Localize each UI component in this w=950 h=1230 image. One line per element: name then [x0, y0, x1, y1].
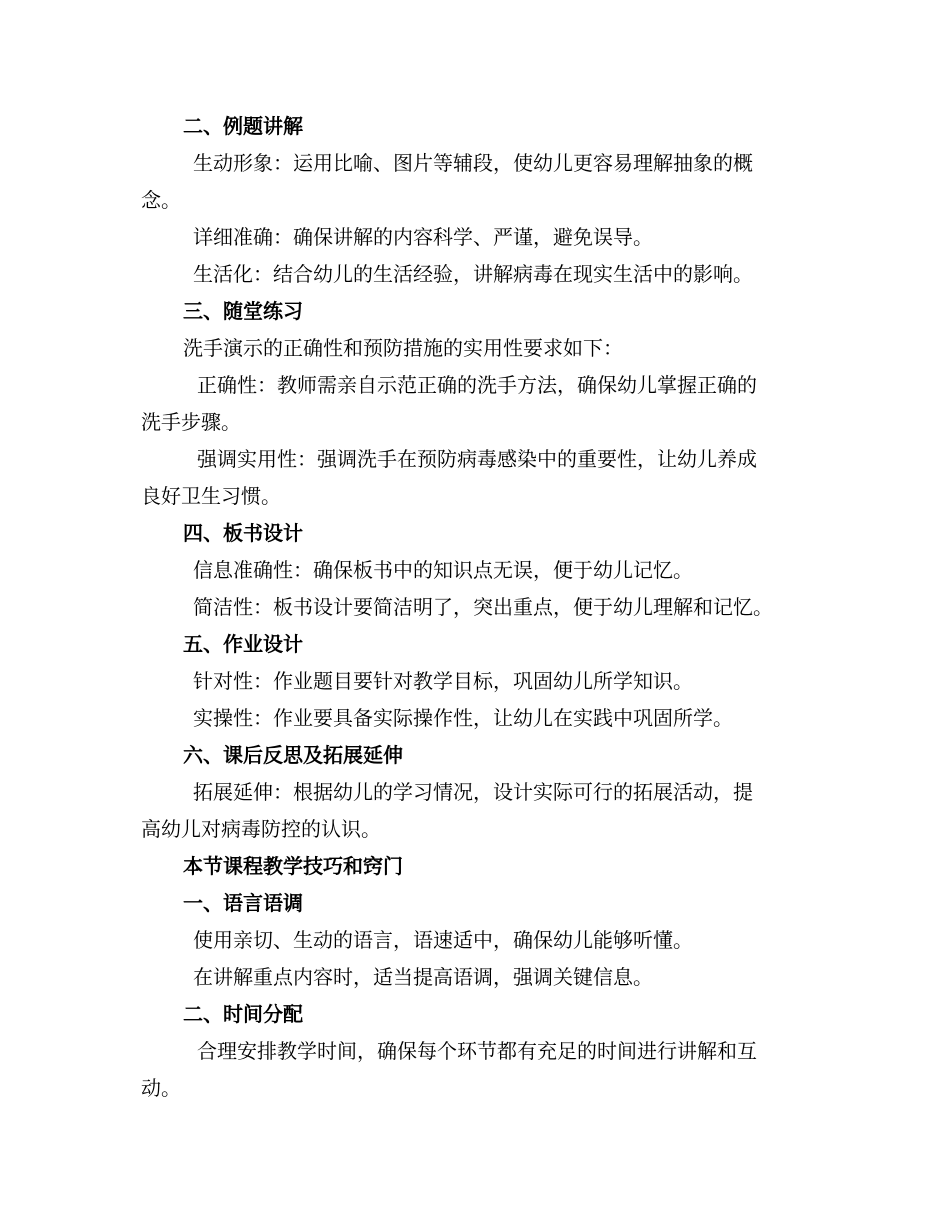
paragraph-line: 实操性：作业要具备实际操作性，让幼儿在实践中巩固所学。 [193, 706, 733, 730]
paragraph-line: 正确性：教师需亲自示范正确的洗手方法，确保幼儿掌握正确的 [197, 373, 757, 397]
paragraph-line: 强调实用性：强调洗手在预防病毒感染中的重要性，让幼儿养成 [197, 447, 757, 471]
section-heading: 六、课后反思及拓展延伸 [183, 743, 403, 767]
paragraph-line: 拓展延伸：根据幼儿的学习情况，设计实际可行的拓展活动，提 [193, 780, 753, 804]
paragraph-line: 简洁性：板书设计要简洁明了，突出重点，便于幼儿理解和记忆。 [193, 595, 773, 619]
document-body [141, 108, 821, 1107]
paragraph-line: 信息准确性：确保板书中的知识点无误，便于幼儿记忆。 [193, 558, 693, 582]
paragraph-line: 洗手演示的正确性和预防措施的实用性要求如下： [183, 336, 623, 360]
paragraph-line: 在讲解重点内容时，适当提高语调，强调关键信息。 [193, 965, 653, 989]
paragraph-continuation: 动。 [141, 1076, 181, 1100]
section-heading: 三、随堂练习 [183, 299, 303, 323]
paragraph-line: 生动形象：运用比喻、图片等辅段，使幼儿更容易理解抽象的概 [193, 151, 753, 175]
section-heading: 四、板书设计 [183, 521, 303, 545]
section-heading: 本节课程教学技巧和窍门 [183, 854, 403, 878]
paragraph-line: 针对性：作业题目要针对教学目标，巩固幼儿所学知识。 [193, 669, 693, 693]
paragraph-continuation: 念。 [141, 188, 181, 212]
paragraph-continuation: 高幼儿对病毒防控的认识。 [141, 817, 381, 841]
section-heading: 二、时间分配 [183, 1002, 303, 1026]
paragraph-continuation: 良好卫生习惯。 [141, 484, 281, 508]
paragraph-line: 生活化：结合幼儿的生活经验，讲解病毒在现实生活中的影响。 [193, 262, 753, 286]
paragraph-continuation: 洗手步骤。 [141, 410, 241, 434]
section-heading: 一、语言语调 [183, 891, 303, 915]
paragraph-line: 合理安排教学时间，确保每个环节都有充足的时间进行讲解和互 [197, 1039, 757, 1063]
section-heading: 二、例题讲解 [183, 114, 303, 138]
paragraph-line: 详细准确：确保讲解的内容科学、严谨，避免误导。 [193, 225, 653, 249]
section-heading: 五、作业设计 [183, 632, 303, 656]
paragraph-line: 使用亲切、生动的语言，语速适中，确保幼儿能够听懂。 [193, 928, 693, 952]
